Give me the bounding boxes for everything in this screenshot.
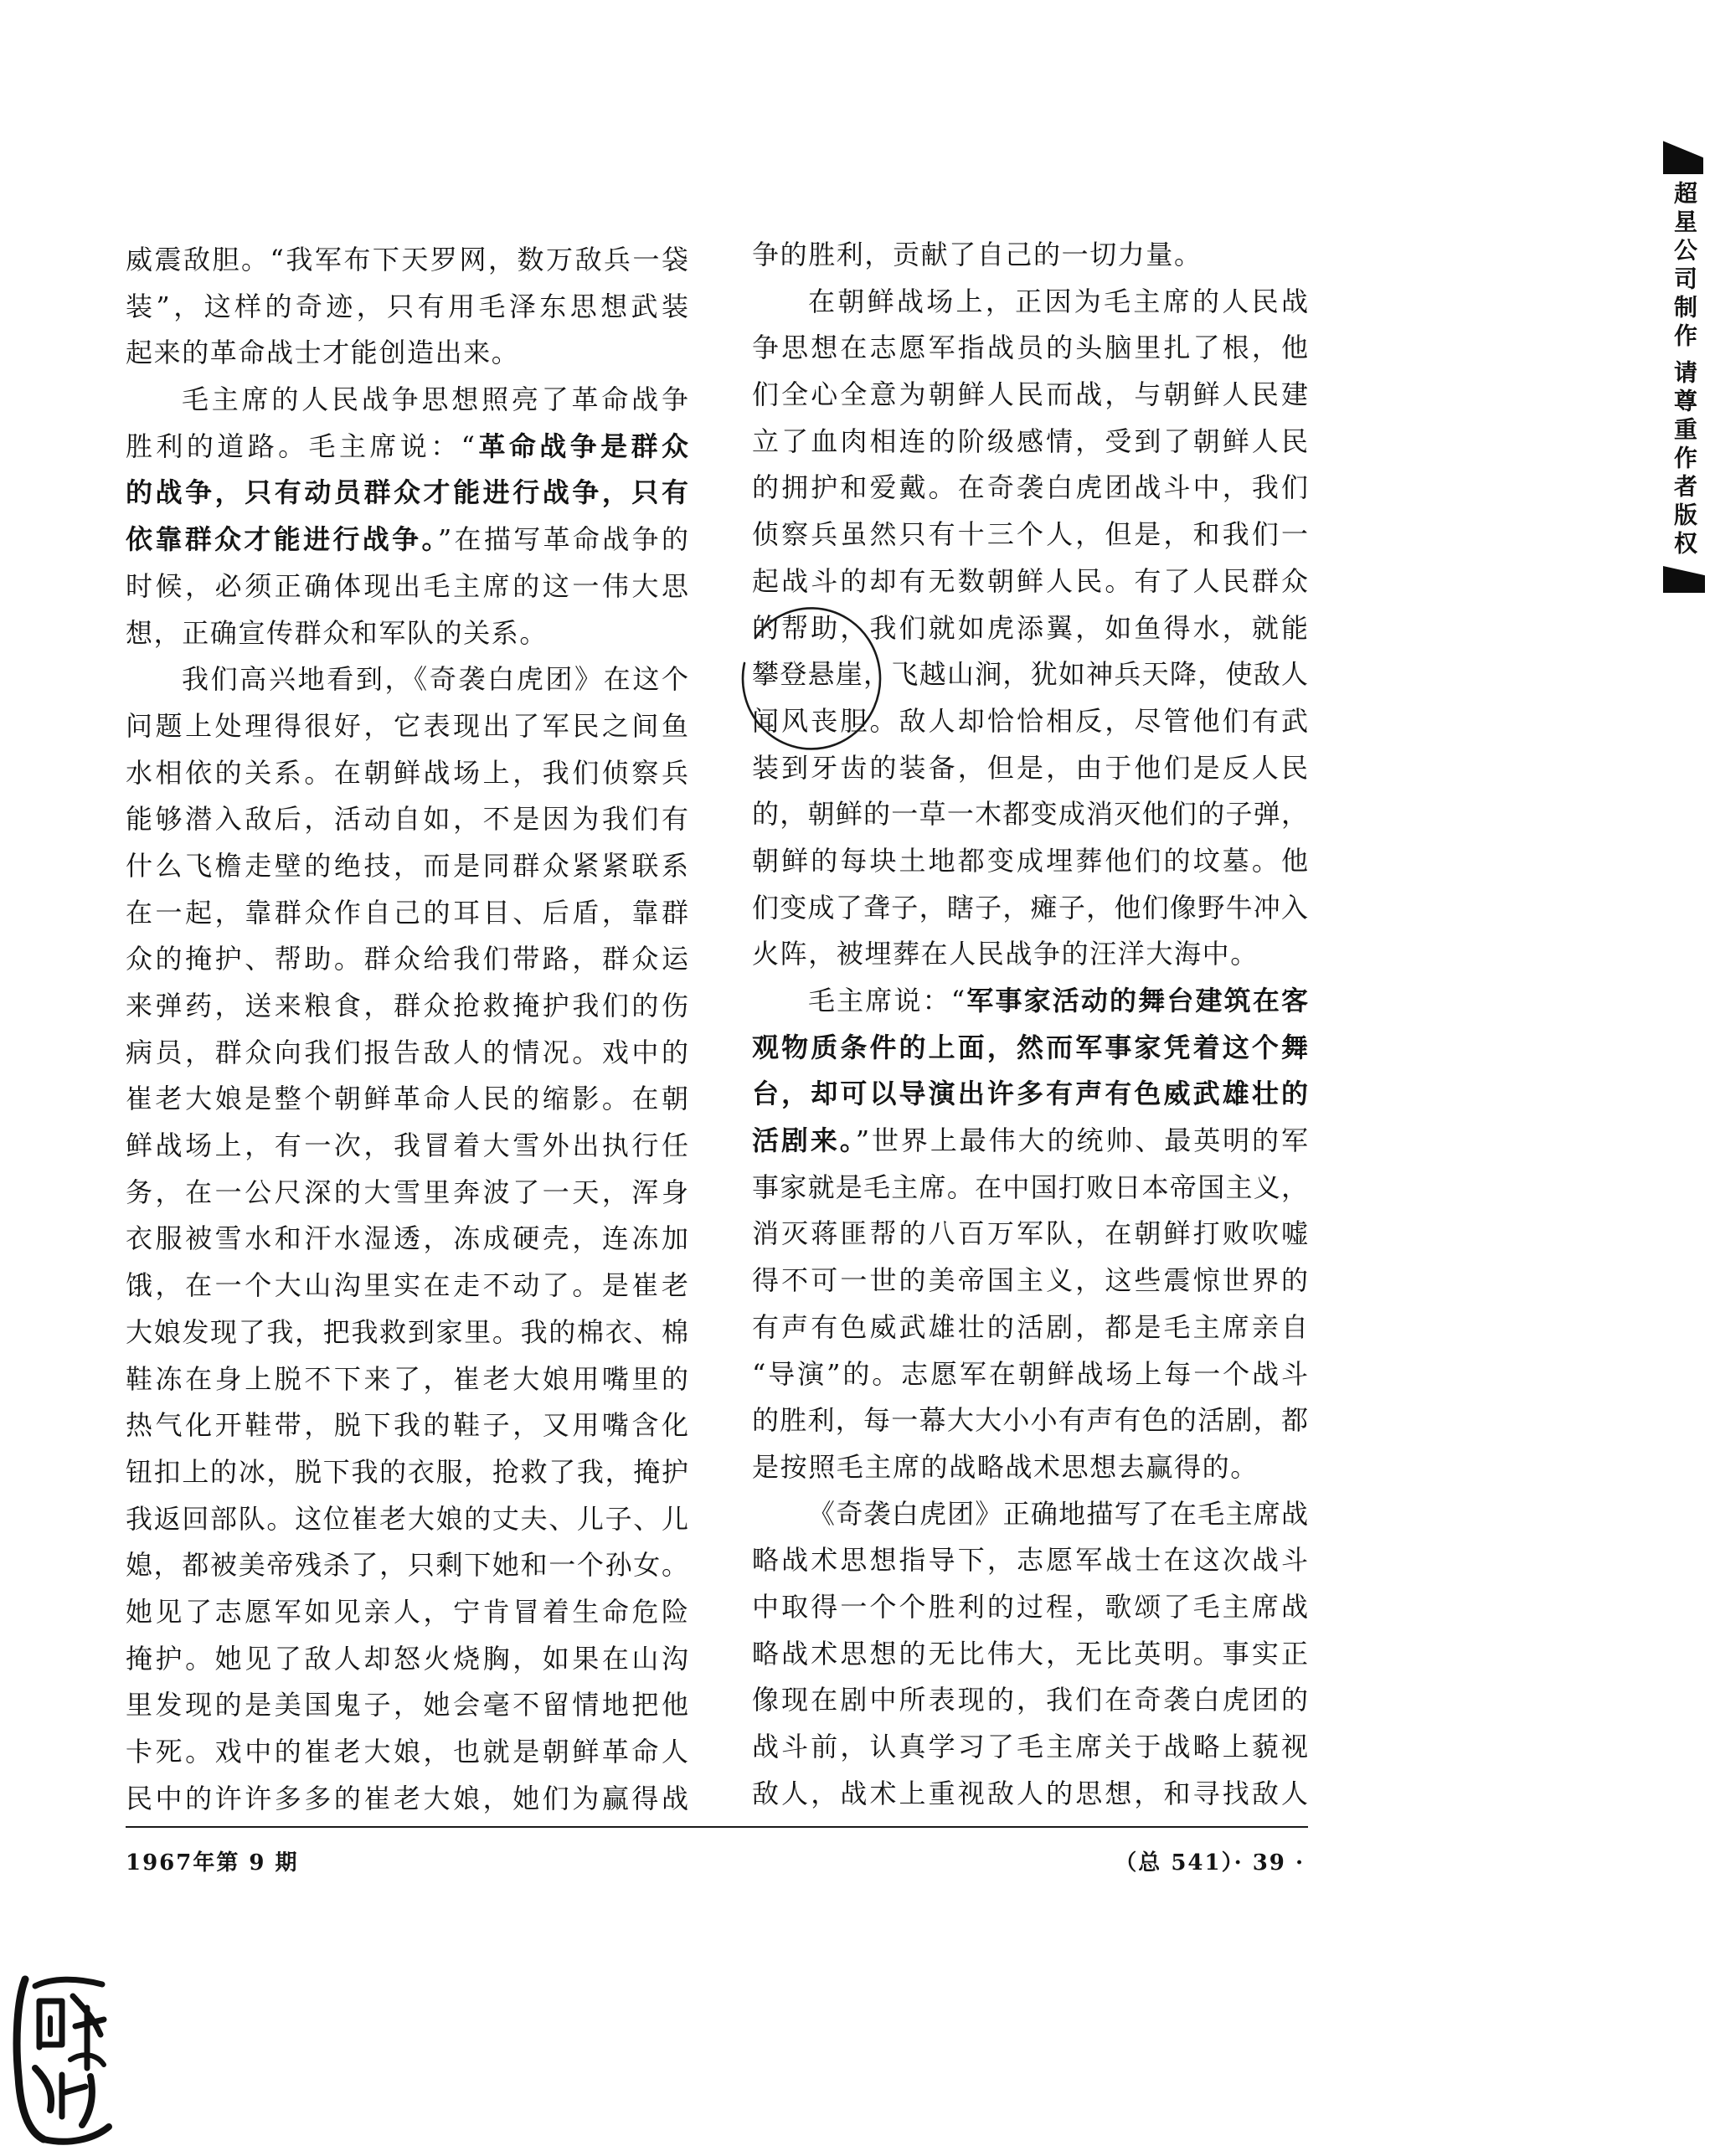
text-line: 在一起，靠群众作自己的耳目、后盾，靠群 [126, 896, 688, 929]
text-line: 我们高兴地看到，《奇袭白虎团》在这个 [182, 663, 688, 696]
text-line: 是按照毛主席的战略战术思想去赢得的。 [752, 1450, 1259, 1483]
text-line: 的胜利，每一幕大大小小有声有色的活剧，都 [752, 1404, 1308, 1437]
text-line: 问题上处理得很好，它表现出了军民之间鱼 [126, 709, 688, 742]
text-line: 鞋冻在身上脱不下来了，崔老大娘用嘴里的 [126, 1362, 688, 1395]
right-column [752, 232, 1308, 1817]
text-line: 大娘发现了我，把我救到家里。我的棉衣、棉 [126, 1315, 688, 1348]
text-line: “导演”的。志愿军在朝鲜战场上每一个战斗 [752, 1357, 1308, 1390]
text-line: 时候，必须正确体现出毛主席的这一伟大思 [126, 569, 688, 602]
text-line: 的拥护和爱戴。在奇袭白虎团战斗中，我们 [752, 471, 1308, 504]
line-segment: 毛主席说：“ [808, 985, 966, 1016]
text-line: 饿，在一个大山沟里实在走不动了。是崔老 [126, 1269, 688, 1302]
text-line [752, 978, 1308, 1025]
paragraph [126, 237, 688, 377]
text-line [126, 424, 688, 471]
text-line: 消灭蒋匪帮的八百万军队，在朝鲜打败吹嘘 [752, 1217, 1308, 1250]
paragraph [126, 377, 688, 656]
line-segment: ”世界上最伟大的统帅、最英明的军 [855, 1124, 1308, 1157]
bold-quotation: 军事家活动的舞台建筑在客 [965, 985, 1308, 1016]
line-segment: ”在描写革命战争的 [437, 523, 688, 556]
seal-logo [10, 1968, 119, 2148]
text-line: 起战斗的却有无数朝鲜人民。有了人民群众 [752, 564, 1308, 597]
text-line: 装”，这样的奇迹，只有用毛泽东思想武装 [126, 290, 688, 322]
paragraph [126, 656, 688, 1822]
text-line: 事家就是毛主席。在中国打败日本帝国主义， [752, 1171, 1308, 1203]
footer-page-number: （总 541）· 39 · [1115, 1850, 1305, 1876]
text-line: 什么飞檐走壁的绝技，而是同群众紧紧联系 [126, 849, 688, 882]
text-line: 立了血肉相连的阶级感情，受到了朝鲜人民 [752, 425, 1308, 457]
text-line: 水相依的关系。在朝鲜战场上，我们侦察兵 [126, 756, 688, 789]
text-line: 卡死。戏中的崔老大娘，也就是朝鲜革命人 [126, 1736, 688, 1768]
text-line: 的，朝鲜的一草一木都变成消灭他们的子弹， [752, 798, 1308, 831]
paragraph [752, 232, 1308, 279]
text-line: 火阵，被埋葬在人民战争的汪洋大海中。 [752, 938, 1259, 970]
text-line: 侦察兵虽然只有十三个人，但是，和我们一 [752, 518, 1308, 551]
text-line: 们变成了聋子，瞎子，瘫子，他们像野牛冲入 [752, 891, 1308, 924]
bold-quotation: 革命战争是群众 [475, 430, 688, 462]
text-line [752, 1118, 1308, 1165]
watermark-bar-top [1663, 137, 1703, 174]
left-column [126, 237, 688, 1822]
text-line: 里发现的是美国鬼子，她会毫不留情地把他 [126, 1689, 688, 1721]
text-line: 像现在剧中所表现的，我们在奇袭白虎团的 [752, 1684, 1308, 1716]
text-line: 鲜战场上，有一次，我冒着大雪外出执行任 [126, 1129, 688, 1162]
text-line: 热气化开鞋带，脱下我的鞋子，又用嘴含化 [126, 1409, 688, 1442]
watermark [1670, 181, 1698, 559]
text-line: 民中的许许多多的崔老大娘，她们为赢得战 [126, 1782, 688, 1814]
bold-quotation-line: 的战争，只有动员群众才能进行战争，只有 [126, 476, 688, 509]
text-line: 钮扣上的冰，脱下我的衣服，抢救了我，掩护 [126, 1455, 688, 1488]
hand-drawn-circle-mark [737, 596, 892, 755]
text-line: 《奇袭白虎团》正确地描写了在毛主席战 [808, 1497, 1308, 1530]
text-line: 敌人，战术上重视敌人的思想，和寻找敌人 [752, 1777, 1308, 1809]
bold-quotation: 依靠群众才能进行战争。 [126, 523, 438, 556]
text-line [126, 517, 688, 563]
text-line: 有声有色威武雄壮的活剧，都是毛主席亲自 [752, 1310, 1308, 1343]
text-line: 得不可一世的美帝国主义，这些震惊世界的 [752, 1264, 1308, 1297]
text-line: 在朝鲜战场上，正因为毛主席的人民战 [808, 285, 1308, 317]
text-line: 衣服被雪水和汗水湿透，冻成硬壳，连冻加 [126, 1222, 688, 1255]
text-line: 略战术思想指导下，志愿军战士在这次战斗 [752, 1544, 1308, 1577]
text-line: 起来的革命战士才能创造出来。 [126, 337, 520, 369]
text-line: 媳，都被美帝残杀了，只剩下她和一个孙女。 [126, 1549, 688, 1582]
text-line: 们全心全意为朝鲜人民而战，与朝鲜人民建 [752, 378, 1308, 411]
text-line: 想，正确宣传群众和军队的关系。 [126, 616, 548, 649]
text-line: 掩护。她见了敌人却怒火烧胸，如果在山沟 [126, 1642, 688, 1675]
text-line: 众的掩护、帮助。群众给我们带路，群众运 [126, 943, 688, 975]
text-line: 她见了志愿军如见亲人，宁肯冒着生命危险 [126, 1595, 688, 1628]
text-line: 务，在一公尺深的大雪里奔波了一天，浑身 [126, 1176, 688, 1208]
paragraph [752, 1491, 1308, 1818]
text-line: 略战术思想的无比伟大，无比英明。事实正 [752, 1637, 1308, 1670]
bold-quotation-line: 台，却可以导演出许多有声有色威武雄壮的 [752, 1078, 1308, 1110]
text-line: 朝鲜的每块土地都变成埋葬他们的坟墓。他 [752, 844, 1308, 877]
text-line: 崔老大娘是整个朝鲜革命人民的缩影。在朝 [126, 1083, 688, 1115]
text-line: 争思想在志愿军指战员的头脑里扎了根，他 [752, 332, 1308, 364]
text-line: 威震敌胆。“我军布下天罗网，数万敌兵一袋 [126, 244, 688, 275]
text-line: 病员，群众向我们报告敌人的情况。戏中的 [126, 1036, 688, 1068]
watermark-line: 请尊重作者版权 [1671, 360, 1698, 559]
watermark-bar-bottom [1663, 566, 1705, 593]
bold-quotation-line: 观物质条件的上面，然而军事家凭着这个舞 [752, 1031, 1308, 1063]
footer-issue: 1967年第 9 期 [126, 1850, 299, 1876]
text-line: 能够潜入敌后，活动自如，不是因为我们有 [126, 803, 688, 836]
paragraph [752, 978, 1308, 1491]
text-line: 战斗前，认真学习了毛主席关于战略上藐视 [752, 1731, 1308, 1762]
bold-quotation: 活剧来。 [752, 1124, 856, 1157]
text-line: 中取得一个个胜利的过程，歌颂了毛主席战 [752, 1590, 1308, 1623]
text-line: 毛主席的人民战争思想照亮了革命战争 [182, 383, 688, 416]
text-line: 闻风丧胆。敌人却恰恰相反，尽管他们有武 [752, 704, 1308, 737]
text-line: 争的胜利，贡献了自己的一切力量。 [752, 239, 1203, 270]
text-line: 我返回部队。这位崔老大娘的丈夫、儿子、儿 [126, 1502, 688, 1535]
watermark-line: 超星公司制作 [1671, 181, 1698, 352]
text-line: 来弹药，送来粮食，群众抢救掩护我们的伤 [126, 990, 688, 1021]
text-line: 的帮助，我们就如虎添翼，如鱼得水，就能 [752, 611, 1308, 644]
footer-rule [126, 1826, 1308, 1828]
line-segment: 胜利的道路。毛主席说：“ [126, 430, 476, 462]
text-line: 攀登悬崖，飞越山涧，犹如神兵天降，使敌人 [752, 658, 1308, 691]
text-line: 装到牙齿的装备，但是，由于他们是反人民 [752, 751, 1308, 784]
